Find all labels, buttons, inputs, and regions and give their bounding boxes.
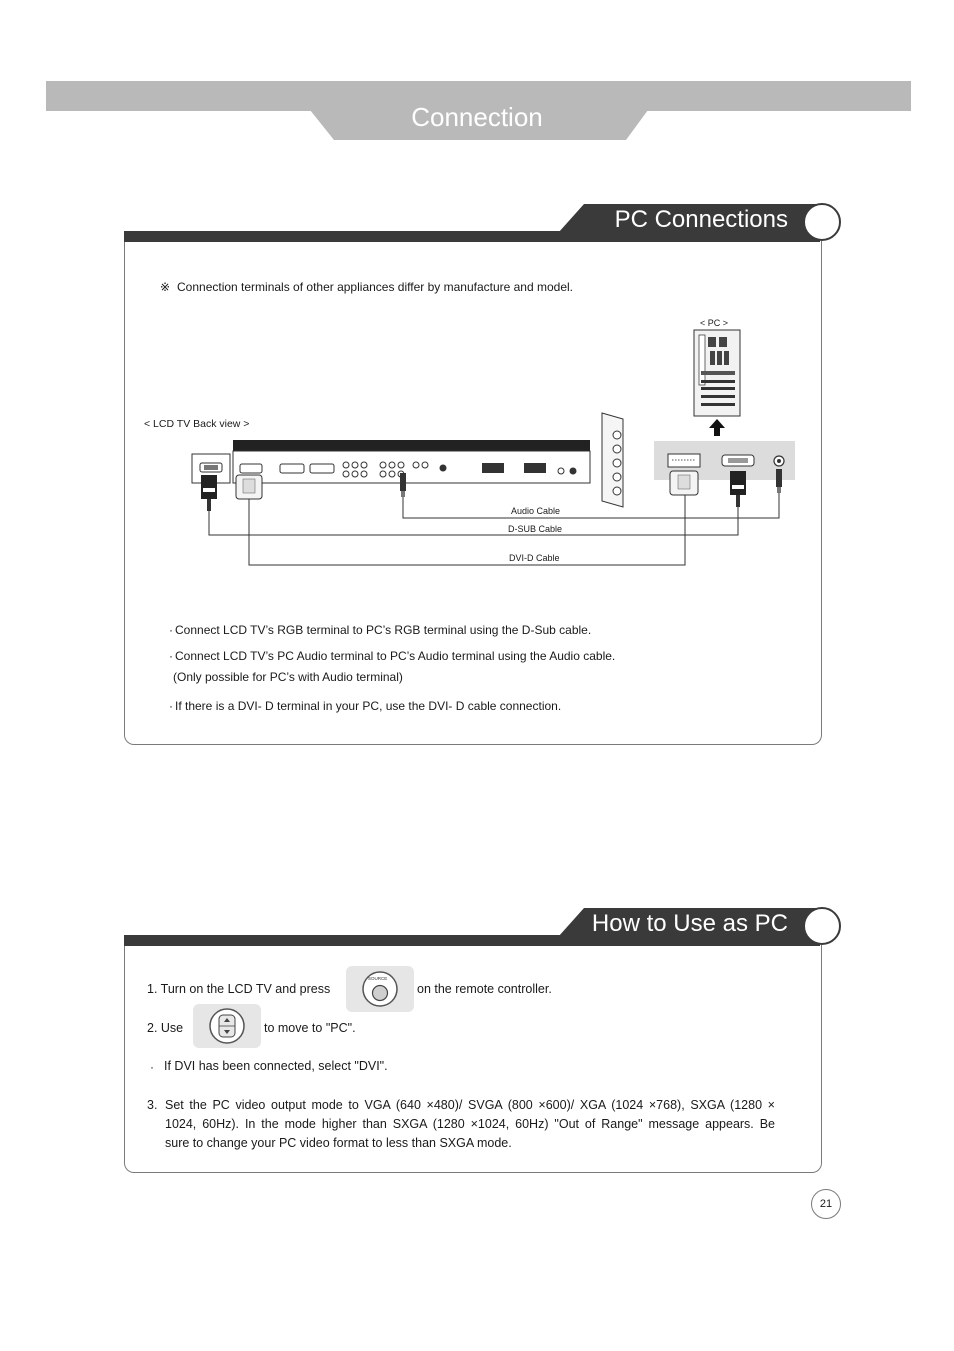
step-1-suffix: on the remote controller.: [417, 982, 552, 996]
bullet-1: Connect LCD TV’s RGB terminal to PC’s RGB terminal using the D-Sub cable.: [175, 623, 592, 637]
note-text: Connection terminals of other appliances differ by manufacture and model.: [177, 280, 574, 294]
pc-vga-plug: [730, 471, 746, 507]
pc-tower-icon: [694, 330, 740, 416]
arrow-up-icon: [709, 419, 725, 436]
step-3-number: 3.: [147, 1098, 158, 1112]
bullet-2: Connect LCD TV’s PC Audio terminal to PC’s Audio terminal using the Audio cable.: [175, 649, 616, 663]
tv-dvi-plug: [236, 475, 262, 499]
step-2-suffix: to move to "PC".: [264, 1021, 356, 1035]
source-button-icon: SOURCE: [346, 966, 414, 1012]
pc-audio-plug: [776, 469, 782, 493]
audio-cable-label: Audio Cable: [511, 506, 561, 516]
page-title: Connection: [411, 102, 543, 132]
step-1-text: 1. Turn on the LCD TV and press: [147, 982, 331, 996]
dsub-cable-line: [209, 507, 738, 535]
pc-vga-port: [722, 455, 754, 466]
step-2-text: 2. Use: [147, 1021, 184, 1035]
audio-cable-line: [403, 493, 779, 518]
connection-diagram: [140, 325, 820, 575]
bullet-2-note: (Only possible for PC’s with Audio terminal): [173, 670, 403, 684]
step-3-line-2: 1024, 60Hz). In the mode higher than SXGA (1280 ×1024, 60Hz) "Out of Range" message appears. Be: [165, 1117, 775, 1131]
note-mark: ※: [160, 280, 171, 294]
bullet-dot: ·: [150, 1060, 154, 1074]
bullet-dot: ·: [169, 649, 173, 663]
cable-lines: [209, 493, 779, 565]
dvi-note: If DVI has been connected, select "DVI".: [164, 1059, 388, 1073]
pc-dvi-plug: [670, 471, 698, 495]
dvi-cable-label: DVI-D Cable: [509, 553, 560, 563]
section-title: How to Use as PC: [591, 910, 788, 937]
pc-audio-port: [774, 456, 784, 466]
pc-label: < PC >: [700, 318, 729, 328]
tv-side-panel: [602, 413, 623, 507]
bullet-dot: ·: [169, 699, 173, 713]
bullet-3: If there is a DVI- D terminal in your PC, use the DVI- D cable connection.: [175, 699, 562, 713]
section-bar: [124, 935, 584, 946]
tv-audio-plug: [400, 473, 406, 497]
bullet-dot: ·: [169, 623, 173, 637]
step-3-line-3: sure to change your PC video format to less than SXGA mode.: [165, 1136, 512, 1150]
pc-dvi-port: [668, 454, 700, 467]
step-3-line-1: Set the PC video output mode to VGA (640 ×480)/ SVGA (800 ×600)/ XGA (1024 ×768), SXGA (1280 ×: [165, 1098, 775, 1112]
section-bar: [124, 231, 584, 242]
tv-vga-plug: [201, 475, 217, 511]
page-number: 21: [811, 1189, 841, 1219]
dsub-cable-label: D-SUB Cable: [508, 524, 563, 534]
section-title: PC Connections: [614, 206, 788, 233]
tv-label: < LCD TV Back view >: [144, 418, 250, 430]
channel-button-icon: [193, 1004, 261, 1048]
